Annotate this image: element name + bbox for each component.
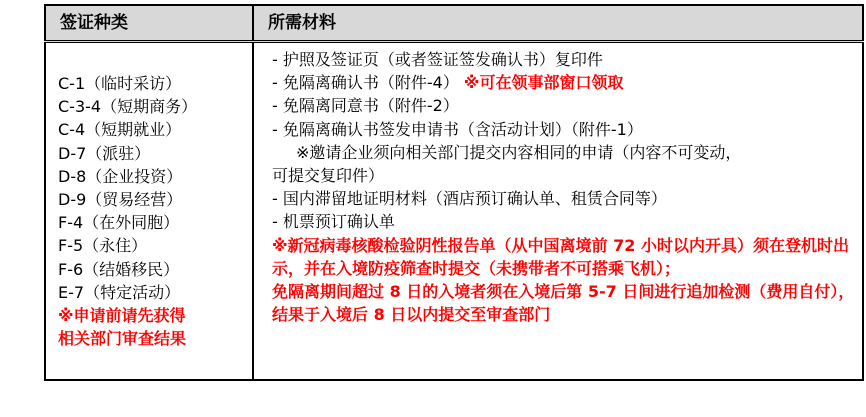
visa-type-item: C-3-4（短期商务）: [58, 97, 198, 117]
visa-type-item: E-7（特定活动）: [58, 282, 181, 302]
visa-type-item: F-6（结婚移民）: [58, 259, 180, 279]
covid-test-note: ※新冠病毒核酸检验阴性报告单（从中国离境前 72 小时以内开具）须在登机时出示，并在入境防疫筛查时提交（未携带者不可搭乘飞机）；: [272, 235, 849, 278]
visa-type-cell: [45, 42, 253, 381]
table-header-row: [45, 5, 863, 42]
material-item: - 护照及签证页（或者签证签发确认书）复印件: [272, 50, 603, 69]
material-item: - 免隔离同意书（附件-2）: [272, 96, 459, 116]
visa-note: 相关部门审查结果: [58, 329, 187, 349]
visa-type-item: F-5（永住）: [58, 236, 148, 256]
material-item: - 机票预订确认单: [272, 212, 395, 232]
visa-type-item: C-4（短期就业）: [58, 120, 182, 140]
visa-type-item: D-9（贸易经营）: [58, 190, 183, 210]
material-item: [272, 71, 856, 94]
visa-type-item: D-7（派驻）: [58, 143, 151, 163]
materials-cell: [253, 42, 863, 381]
material-item-note: ※邀请企业须向相关部门提交内容相同的申请（内容不可变动，: [296, 142, 742, 162]
visa-type-item: F-4（在外同胞）: [58, 213, 180, 233]
visa-materials-table: [44, 4, 864, 381]
header-visa-type: 签证种类: [45, 5, 253, 42]
table-row: [45, 42, 863, 381]
visa-type-item: C-1（临时采访）: [58, 74, 182, 93]
additional-test-note: 免隔离期间超过 8 日的入境者须在入境后第 5-7 日间进行追加检测（费用自付），结果于入境后 8 日以内提交至审查部门: [272, 282, 855, 325]
material-item-text: - 免隔离确认书（附件-4）: [272, 73, 459, 93]
header-required-materials: 所需材料: [253, 5, 863, 42]
material-item: - 免隔离确认书签发申请书（含活动计划）（附件-1）: [272, 119, 643, 139]
material-item: - 国内滞留地证明材料（酒店预订确认单、租赁合同等）: [272, 189, 667, 209]
visa-type-item: D-8（企业投资）: [58, 166, 183, 186]
visa-note: ※申请前请先获得: [58, 306, 186, 326]
material-item-note: ※可在领事部窗口领取: [463, 73, 624, 93]
material-item-note: 可提交复印件）: [272, 166, 385, 186]
